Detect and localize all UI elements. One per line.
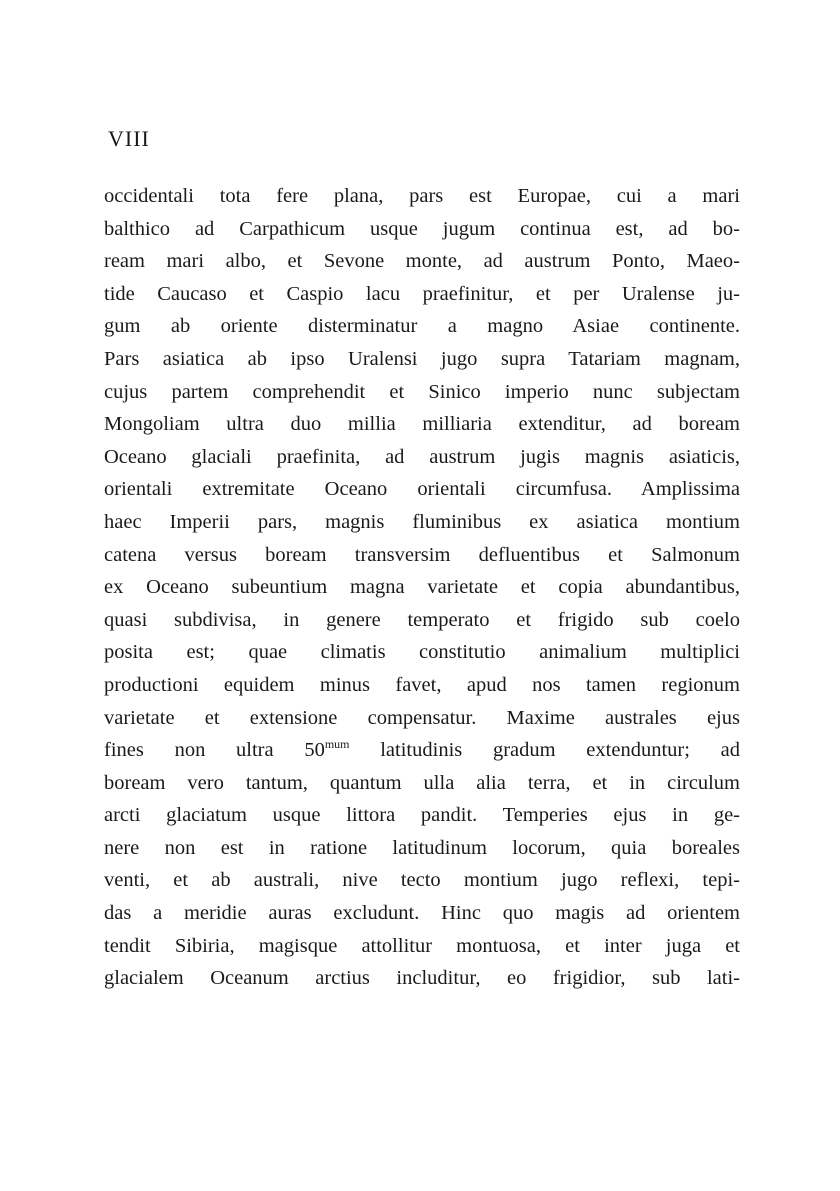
text-line: boream vero tantum, quantum ulla alia terra, et in circulum <box>104 771 740 794</box>
text-line: nere non est in ratione latitudinum locorum, quia boreales <box>104 836 740 859</box>
line-segment: latitudinis gradum extenduntur; ad <box>349 739 740 762</box>
body-text <box>104 180 740 995</box>
text-line: das a meridie auras excludunt. Hinc quo magis ad orientem <box>104 902 740 925</box>
text-line: quasi subdivisa, in genere temperato et frigido sub coelo <box>104 608 740 631</box>
text-line: tide Caucaso et Caspio lacu praefinitur, et per Uralense ju- <box>104 282 740 305</box>
text-line: tendit Sibiria, magisque attollitur montuosa, et inter juga et <box>104 934 740 957</box>
text-line: orientali extremitate Oceano orientali circumfusa. Amplissima <box>104 478 740 501</box>
text-line: ream mari albo, et Sevone monte, ad austrum Ponto, Maeo- <box>104 250 740 273</box>
text-line: ex Oceano subeuntium magna varietate et copia abundantibus, <box>104 576 740 599</box>
text-line: glacialem Oceanum arctius includitur, eo frigidior, sub lati- <box>104 967 740 990</box>
text-line-with-superscript <box>104 734 740 767</box>
text-line: occidentali tota fere plana, pars est Europae, cui a mari <box>104 185 740 207</box>
text-line: productioni equidem minus favet, apud nos tamen regionum <box>104 673 740 696</box>
text-line: Oceano glaciali praefinita, ad austrum jugis magnis asiaticis, <box>104 445 740 468</box>
text-line: catena versus boream transversim defluentibus et Salmonum <box>104 543 740 566</box>
ordinal-superscript: mum <box>324 737 350 752</box>
text-line: haec Imperii pars, magnis fluminibus ex asiatica montium <box>104 510 740 533</box>
text-line: arcti glaciatum usque littora pandit. Temperies ejus in ge- <box>104 804 740 827</box>
text-line: Pars asiatica ab ipso Uralensi jugo supra Tatariam magnam, <box>104 347 740 370</box>
text-line: Mongoliam ultra duo millia milliaria extenditur, ad boream <box>104 413 740 436</box>
page-number: VIII <box>108 126 150 151</box>
text-line: venti, et ab australi, nive tecto montium jugo reflexi, tepi- <box>104 869 740 892</box>
text-line: gum ab oriente disterminatur a magno Asiae continente. <box>104 315 740 338</box>
text-line: posita est; quae climatis constitutio animalium multiplici <box>104 641 740 664</box>
text-line: balthico ad Carpathicum usque jugum continua est, ad bo- <box>104 217 740 240</box>
text-line: cujus partem comprehendit et Sinico imperio nunc subjectam <box>104 380 740 403</box>
text-line: varietate et extensione compensatur. Maxime australes ejus <box>104 706 740 729</box>
line-segment: fines non ultra 50 <box>104 739 325 762</box>
